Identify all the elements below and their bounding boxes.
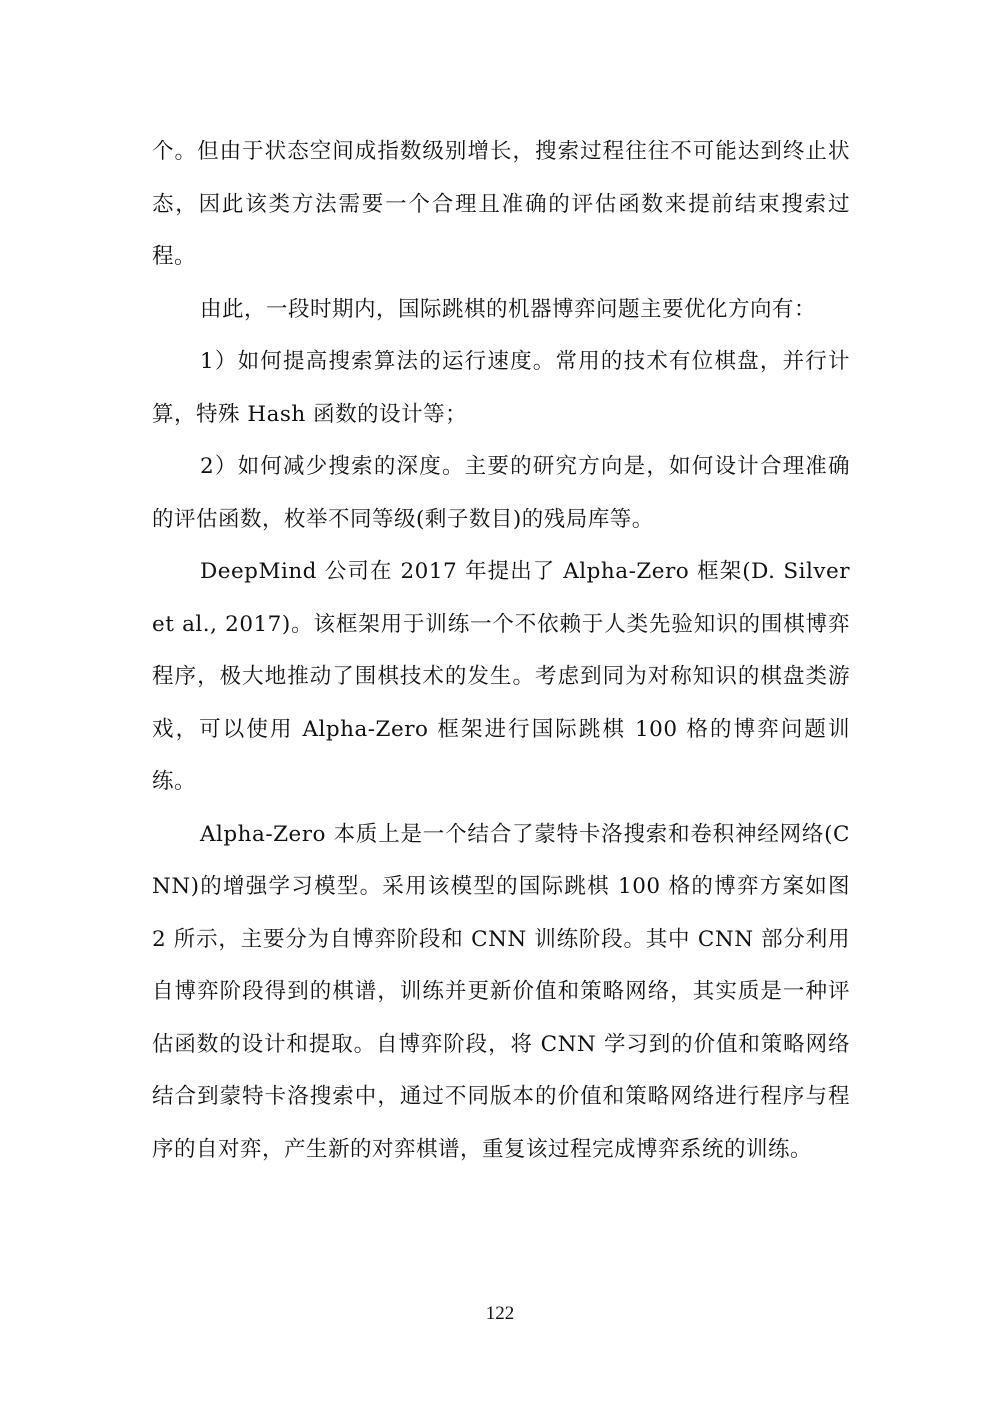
paragraph-1: 个。但由于状态空间成指数级别增长，搜索过程往往不可能达到终止状态，因此该类方法需要一个合理且准确的评估函数来提前结束搜索过程。 [152,139,850,269]
paragraph-6: Alpha-Zero 本质上是一个结合了蒙特卡洛搜索和卷积神经网络(CNN)的增强学习模型。采用该模型的国际跳棋 100 格的博弈方案如图 2 所示，主要分为自博弈阶段和 CNN 训练阶段。其中 CNN 部分利用自博弈阶段得到的棋谱，训练并更新价值和策略网络，其实质是一种评估函数的设计和提取。自博弈阶段，将 CNN 学习到的价值和策略网络结合到蒙特卡洛搜索中，通过不同版本的价值和策略网络进行程序与程序的自对弈，产生新的对弈棋谱，重复该过程完成博弈系统的训练。 [152,821,850,1162]
page-number: 122 [485,1303,515,1324]
body-text [152,126,850,1176]
paragraph-4: 2）如何减少搜索的深度。主要的研究方向是，如何设计合理准确的评估函数，枚举不同等级(剩子数目)的残局库等。 [152,454,850,532]
paragraph-2: 由此，一段时期内，国际跳棋的机器博弈问题主要优化方向有： [200,296,817,322]
paragraph-3: 1）如何提高搜索算法的运行速度。常用的技术有位棋盘，并行计算，特殊 Hash 函数的设计等； [152,349,850,427]
paragraph-5: DeepMind 公司在 2017 年提出了 Alpha-Zero 框架(D. Silver et al., 2017)。该框架用于训练一个不依赖于人类先验知识的围棋博弈程序，极大地推动了围棋技术的发生。考虑到同为对称知识的棋盘类游戏，可以使用 Alpha-Zero 框架进行国际跳棋 100 格的博弈问题训练。 [152,559,850,794]
